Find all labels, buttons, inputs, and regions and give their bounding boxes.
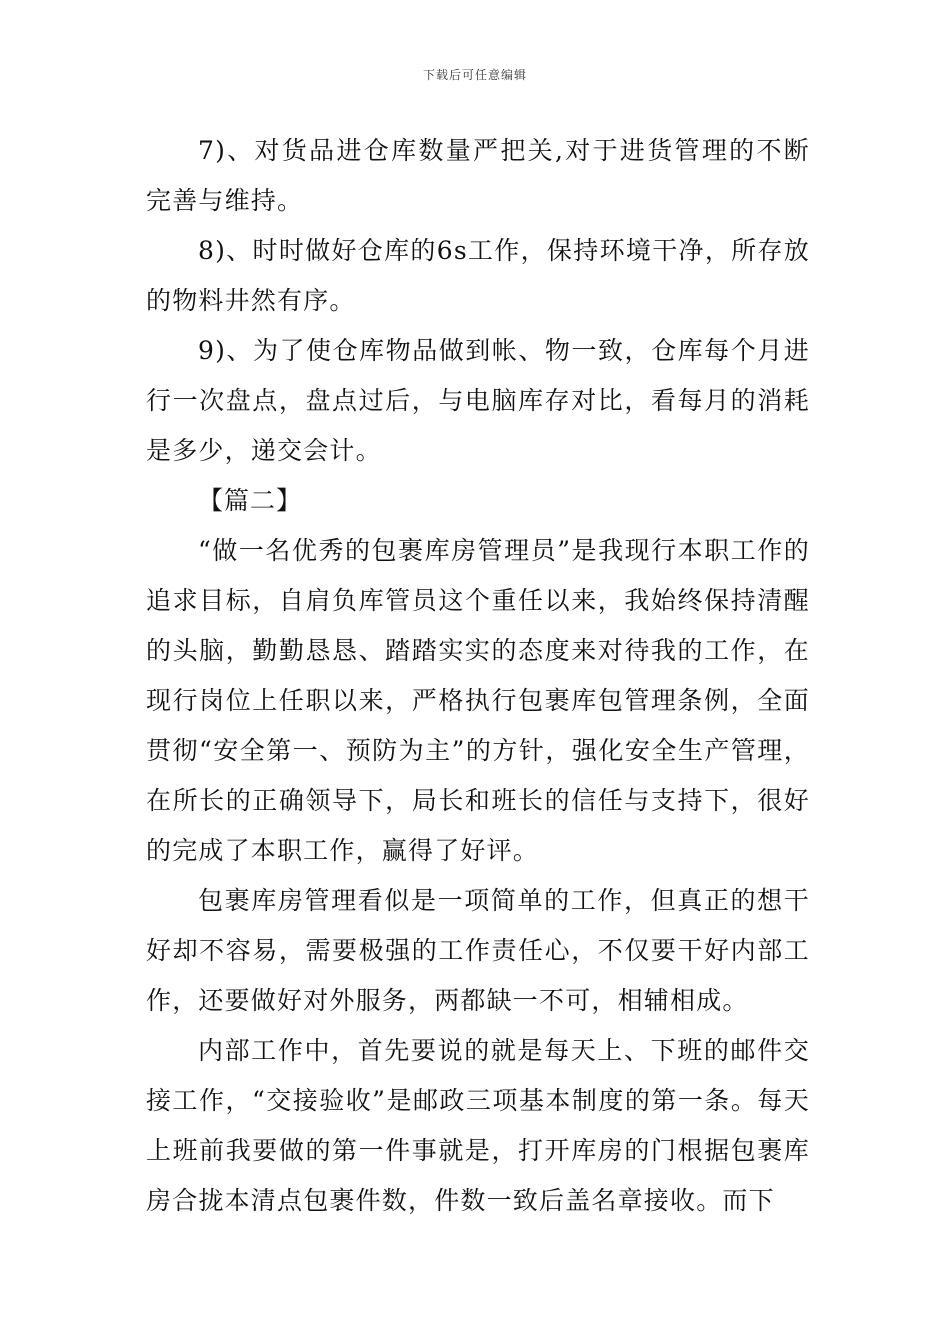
paragraph-management: 包裹库房管理看似是一项简单的工作，但真正的想干好却不容易，需要极强的工作责任心，不仅要干好内部工作，还要做好对外服务，两都缺一不可，相辅相成。 — [146, 886, 810, 1015]
list-item-8: 8)、时时做好仓库的6s工作，保持环境干净，所存放的物料井然有序。 — [146, 236, 810, 315]
list-item-9: 9)、为了使仓库物品做到帐、物一致，仓库每个月进行一次盘点，盘点过后，与电脑库存对比，看每月的消耗是多少，递交会计。 — [146, 336, 810, 465]
paragraph-goal: “做一名优秀的包裹库房管理员”是我现行本职工作的追求目标，自肩负库管员这个重任以来，我始终保持清醒的头脑，勤勤恳恳、踏踏实实的态度来对待我的工作，在现行岗位上任职以来，严格执行包裹库包管理条例，全面贯彻“安全第一、预防为主”的方针，强化安全生产管理，在所长的正确领导下，局长和班长的信任与支持下，很好的完成了本职工作，赢得了好评。 — [146, 536, 810, 865]
page-header: 下载后可任意编辑 — [422, 68, 527, 82]
section-title: 【篇二】 — [198, 486, 303, 515]
document-body — [146, 126, 810, 1226]
list-item-7: 7)、对货品进仓库数量严把关,对于进货管理的不断完善与维持。 — [146, 136, 810, 215]
paragraph-internal-work: 内部工作中，首先要说的就是每天上、下班的邮件交接工作，“交接验收”是邮政三项基本制度的第一条。每天上班前我要做的第一件事就是，打开库房的门根据包裹库房合拢本清点包裹件数，件数一致后盖名章接收。而下 — [146, 1036, 810, 1215]
